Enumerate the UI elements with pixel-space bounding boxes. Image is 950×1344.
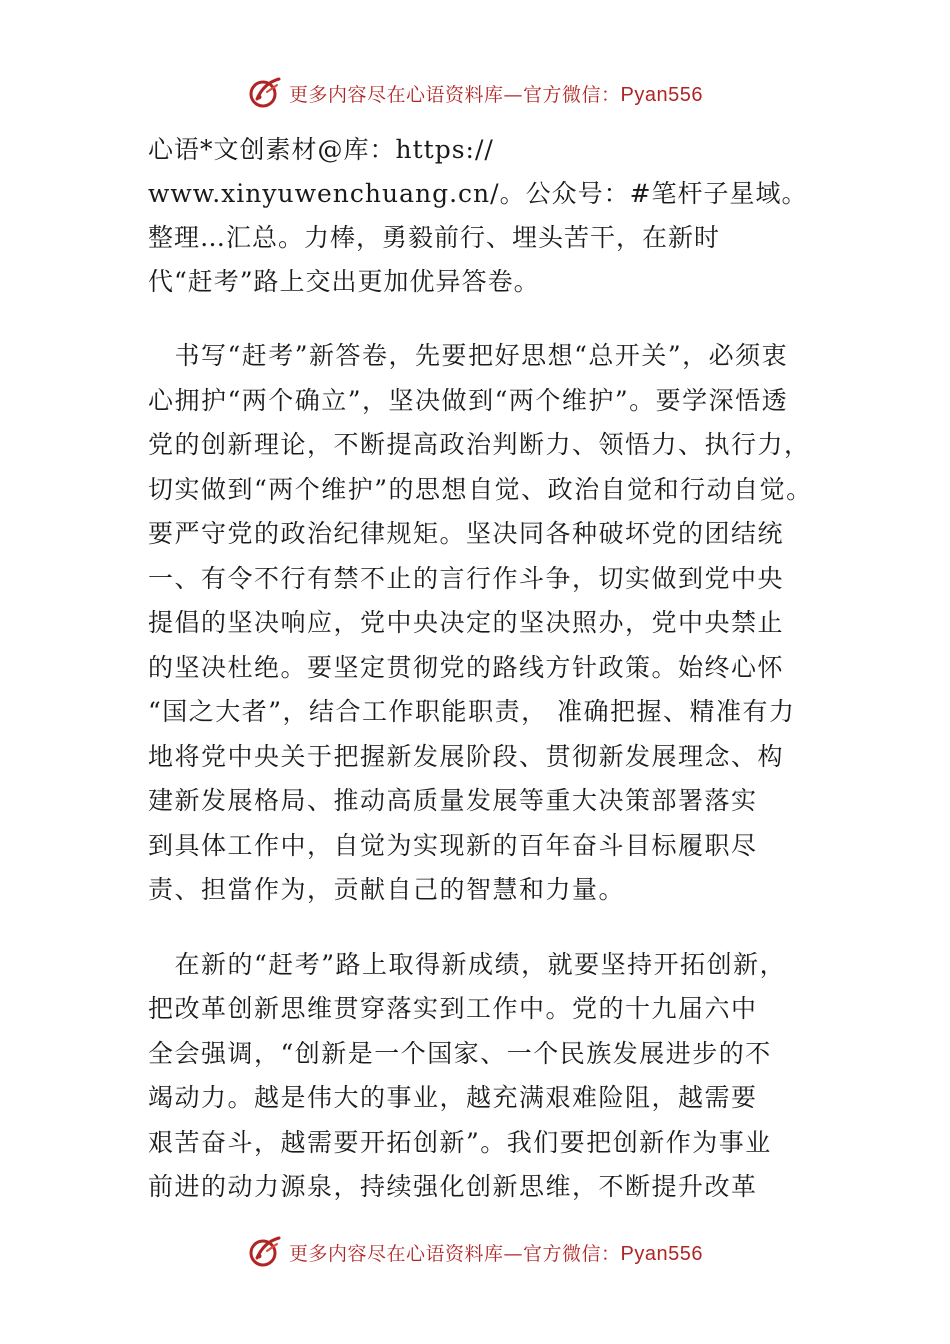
banner-text — [289, 1239, 703, 1266]
text-line: 的坚决杜绝。要坚定贯彻党的路线方针政策。始终心怀 — [148, 652, 785, 682]
banner-text-main: 更多内容尽在心语资料库—官方微信： — [289, 1242, 621, 1265]
text-line: 把改革创新思维贯穿落实到工作中。党的十九届六中 — [148, 994, 758, 1023]
text-line: 一、有令不行有禁不止的言行作斗争，切实做到党中央 — [148, 563, 785, 593]
text-line: 党的创新理论，不断提高政治判断力、领悟力、执行力， — [148, 430, 811, 459]
text-line: 建新发展格局、推动高质量发展等重大决策部署落实 — [148, 786, 758, 815]
banner-wechat-id: Pyan556 — [620, 83, 703, 106]
text-line: 整理…汇总。力棒，勇毅前行、埋头苦干，在新时 — [148, 223, 721, 252]
text-line: 提倡的坚决响应，党中央决定的坚决照办，党中央禁止 — [148, 608, 785, 637]
text-line: 竭动力。越是伟大的事业，越充满艰难险阻，越需要 — [148, 1083, 758, 1112]
paragraph-innovation — [148, 943, 838, 1210]
text-line: 心语*文创素材@库：https:// — [148, 135, 494, 164]
text-line: 书写“赶考”新答卷，先要把好思想“总开关”，必须衷 — [148, 341, 789, 370]
text-line: 到具体工作中，自觉为实现新的百年奋斗目标履职尽 — [148, 830, 758, 860]
text-line: www.xinyuwenchuang.cn/。公众号：#笔杆子星域。 — [148, 179, 808, 208]
text-line: 在新的“赶考”路上取得新成绩，就要坚持开拓创新， — [148, 949, 787, 979]
text-line: 心拥护“两个确立”，坚决做到“两个维护”。要学深悟透 — [148, 385, 789, 415]
text-line: 代“赶考”路上交出更加优异答卷。 — [148, 267, 540, 296]
library-logo-icon — [247, 75, 283, 111]
banner-text-main: 更多内容尽在心语资料库—官方微信： — [289, 83, 621, 106]
library-logo-icon — [247, 1234, 283, 1270]
text-line: 地将党中央关于把握新发展阶段、贯彻新发展理念、构 — [148, 741, 785, 771]
header-banner — [0, 68, 950, 118]
text-line: 全会强调，“创新是一个国家、一个民族发展进步的不 — [148, 1038, 772, 1068]
document-body — [148, 128, 838, 1210]
text-line: 责、担當作为，贡献自己的智慧和力量。 — [148, 875, 626, 904]
banner-text — [289, 80, 703, 107]
text-line: 前进的动力源泉，持续强化创新思维，不断提升改革 — [148, 1172, 758, 1201]
text-line: 切实做到“两个维护”的思想自觉、政治自觉和行动自觉。 — [148, 474, 813, 504]
text-line: 要严守党的政治纪律规矩。坚决同各种破坏党的团结统 — [148, 519, 785, 548]
intro-paragraph — [148, 128, 838, 304]
text-line: “国之大者”，结合工作职能职责， 准确把握、精准有力 — [148, 697, 796, 726]
footer-banner — [0, 1227, 950, 1277]
text-line: 艰苦奋斗，越需要开拓创新”。我们要把创新作为事业 — [148, 1127, 772, 1157]
banner-wechat-id: Pyan556 — [620, 1242, 703, 1265]
paragraph-political — [148, 334, 838, 913]
